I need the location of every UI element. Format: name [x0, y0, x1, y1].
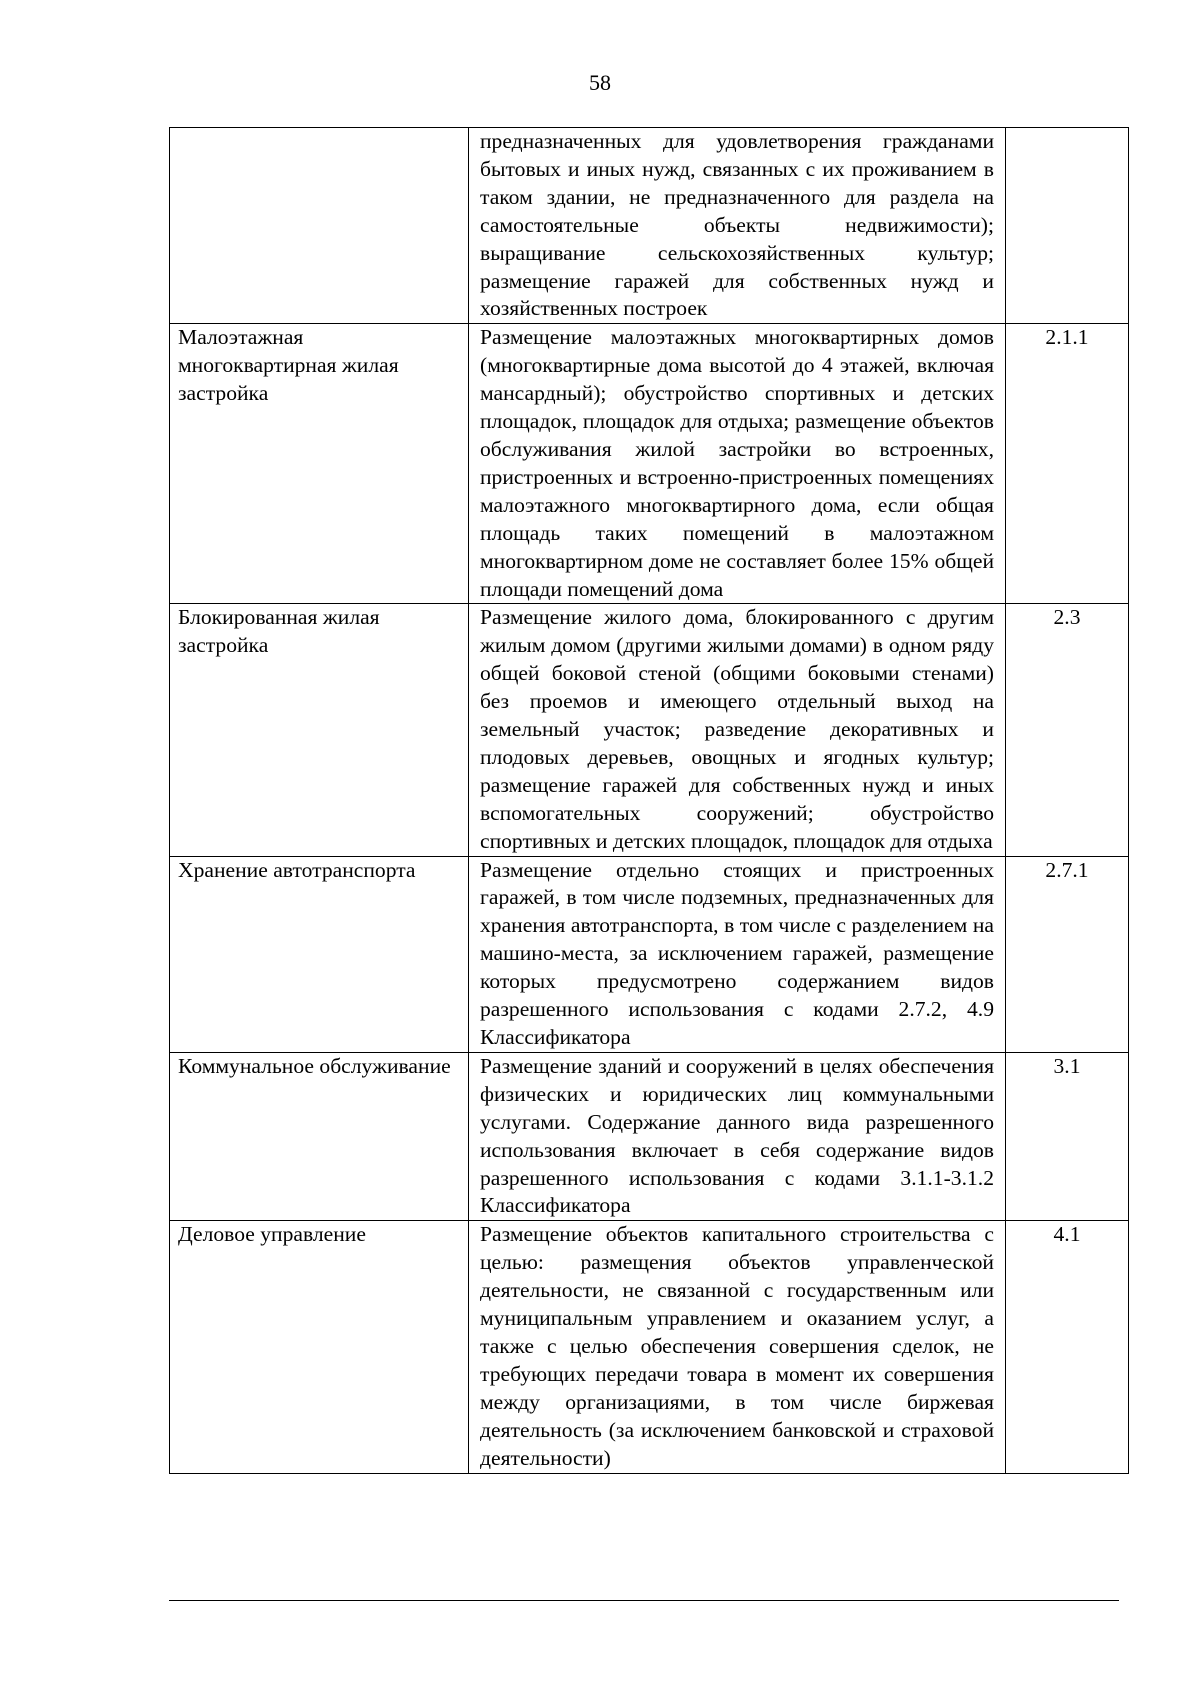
use-description-cell: Размещение зданий и сооружений в целях обеспечения физических и юридических лиц коммунальными услугами. Содержание данного вида разрешенного использования включает в себя содержание видов разрешенного использования с кодами 3.1.1-3.1.2 Классификатора	[469, 1052, 1006, 1220]
use-description-cell: предназначенных для удовлетворения гражданами бытовых и иных нужд, связанных с их проживанием в таком здании, не предназначенного для раздела на самостоятельные объекты недвижимости); выращивание сельскохозяйственных культур; размещение гаражей для собственных нужд и хозяйственных построек	[469, 128, 1006, 324]
bottom-divider	[169, 1600, 1119, 1601]
use-code-cell: 3.1	[1006, 1052, 1129, 1220]
table-row	[170, 128, 1129, 324]
use-code-cell: 4.1	[1006, 1221, 1129, 1473]
table-row	[170, 1221, 1129, 1473]
use-description-cell: Размещение отдельно стоящих и пристроенных гаражей, в том числе подземных, предназначенных для хранения автотранспорта, в том числе с разделением на машино-места, за исключением гаражей, размещение которых предусмотрено содержанием видов разрешенного использования с кодами 2.7.2, 4.9 Классификатора	[469, 856, 1006, 1052]
use-description-cell: Размещение малоэтажных многоквартирных домов (многоквартирные дома высотой до 4 этажей, включая мансардный); обустройство спортивных и детских площадок, площадок для отдыха; размещение объектов обслуживания жилой застройки во встроенных, пристроенных и встроенно-пристроенных помещениях малоэтажного многоквартирного дома, если общая площадь таких помещений в малоэтажном многоквартирном доме не составляет более 15% общей площади помещений дома	[469, 324, 1006, 604]
use-description-cell: Размещение объектов капитального строительства с целью: размещения объектов управленческой деятельности, не связанной с государственным или муниципальным управлением и оказанием услуг, а также с целью обеспечения совершения сделок, не требующих передачи товара в момент их совершения между организациями, в том числе биржевая деятельность (за исключением банковской и страховой деятельности)	[469, 1221, 1006, 1473]
use-name-cell: Малоэтажная многоквартирная жилая застройка	[170, 324, 469, 604]
page-number: 58	[589, 70, 611, 95]
use-code-cell: 2.3	[1006, 604, 1129, 856]
use-name-cell: Блокированная жилая застройка	[170, 604, 469, 856]
use-name-cell	[170, 128, 469, 324]
table-row	[170, 604, 1129, 856]
use-code-cell: 2.1.1	[1006, 324, 1129, 604]
use-description-cell: Размещение жилого дома, блокированного с другим жилым домом (другими жилыми домами) в одном ряду общей боковой стеной (общими боковыми стенами) без проемов и имеющего отдельный выход на земельный участок; разведение декоративных и плодовых деревьев, овощных и ягодных культур; размещение гаражей для собственных нужд и иных вспомогательных сооружений; обустройство спортивных и детских площадок, площадок для отдыха	[469, 604, 1006, 856]
table-row	[170, 1052, 1129, 1220]
land-use-table	[169, 127, 1129, 1474]
use-name-cell: Хранение автотранспорта	[170, 856, 469, 1052]
table-row	[170, 856, 1129, 1052]
use-name-cell: Коммунальное обслуживание	[170, 1052, 469, 1220]
use-code-cell	[1006, 128, 1129, 324]
table-row	[170, 324, 1129, 604]
use-code-cell: 2.7.1	[1006, 856, 1129, 1052]
use-name-cell: Деловое управление	[170, 1221, 469, 1473]
